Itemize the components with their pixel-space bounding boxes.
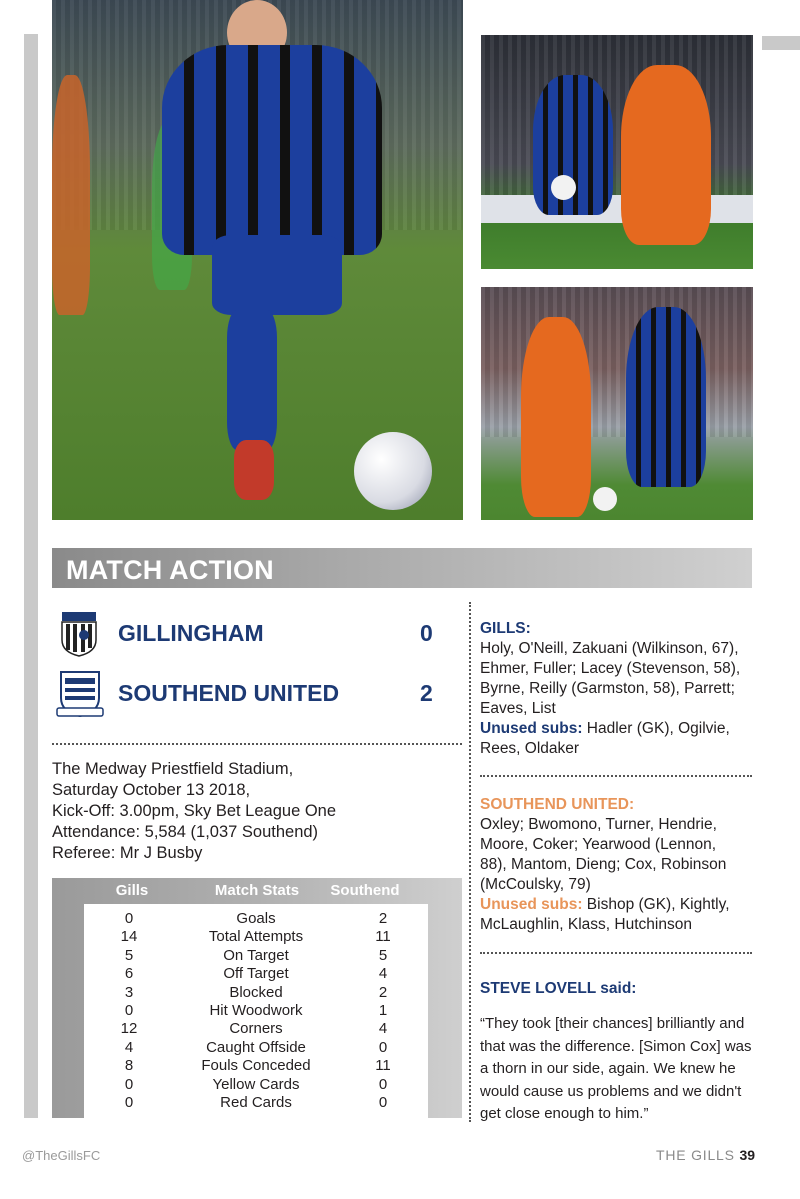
stats-row bbox=[84, 1076, 428, 1094]
gillingham-crest-icon bbox=[60, 610, 98, 658]
divider-left bbox=[52, 743, 462, 745]
match-date: Saturday October 13 2018, bbox=[52, 781, 251, 799]
gills-lineup-line: Eaves, List bbox=[480, 700, 556, 717]
stats-row bbox=[84, 928, 428, 946]
venue: The Medway Priestfield Stadium, bbox=[52, 760, 294, 778]
gills-lineup bbox=[480, 619, 760, 759]
stats-header-home: Gills bbox=[115, 882, 149, 899]
stats-row bbox=[84, 947, 428, 965]
gills-lineup-heading: GILLS: bbox=[480, 620, 531, 637]
unused-subs-label: Unused subs: bbox=[480, 896, 583, 913]
page-footer bbox=[656, 1147, 755, 1163]
stat-away-value: 4 bbox=[378, 965, 388, 983]
unused-subs-label: Unused subs: bbox=[480, 720, 583, 737]
southend-lineup-heading: SOUTHEND UNITED: bbox=[480, 796, 635, 813]
southend-unused-subs bbox=[480, 895, 760, 915]
southend-lineup-line: (McCoulsky, 79) bbox=[480, 876, 591, 893]
stat-away-value: 2 bbox=[378, 983, 388, 1001]
unused-subs-names: Hadler (GK), Ogilvie, bbox=[582, 720, 730, 737]
stat-label: Fouls Conceded bbox=[201, 1057, 311, 1075]
southend-crest-icon bbox=[55, 668, 105, 720]
stat-label: Off Target bbox=[223, 965, 289, 983]
section-title: MATCH ACTION bbox=[66, 555, 274, 585]
main-match-photo bbox=[52, 0, 463, 520]
divider-vertical bbox=[469, 602, 471, 1122]
manager-quote: “They took [their chances] brilliantly and that was the difference. [Simon Cox] was a thorn in our side, again. We knew he would cause us problems and we didn't get close enough to him.” bbox=[480, 1015, 752, 1122]
stat-home-value: 3 bbox=[124, 983, 134, 1001]
home-team-name: GILLINGHAM bbox=[118, 620, 264, 646]
home-team-score: 0 bbox=[420, 620, 433, 646]
stat-home-value: 14 bbox=[120, 928, 138, 946]
stat-label: Red Cards bbox=[220, 1094, 292, 1111]
stats-row bbox=[84, 965, 428, 983]
stats-header-away: Southend bbox=[330, 882, 400, 899]
unused-subs-names: Bishop (GK), Kightly, bbox=[582, 896, 730, 913]
stat-home-value: 12 bbox=[120, 1020, 138, 1038]
stat-label: Hit Woodwork bbox=[209, 1002, 303, 1019]
stats-row bbox=[84, 1039, 428, 1057]
stats-body bbox=[84, 904, 428, 1118]
attendance: Attendance: 5,584 (1,037 Southend) bbox=[52, 823, 319, 841]
gills-lineup-line: Holy, O'Neill, Zakuani (Wilkinson, 67), bbox=[480, 640, 739, 657]
stat-away-value: 1 bbox=[378, 1002, 388, 1019]
stat-label: Corners bbox=[229, 1020, 283, 1038]
twitter-handle: @TheGillsFC bbox=[22, 1148, 101, 1163]
stats-row bbox=[84, 984, 428, 1002]
action-photo-top bbox=[481, 35, 753, 269]
stats-row bbox=[84, 1094, 428, 1112]
gills-unused-subs bbox=[480, 719, 760, 739]
stats-row bbox=[84, 910, 428, 928]
southend-lineup-line: Oxley; Bwomono, Turner, Hendrie, bbox=[480, 816, 717, 833]
gills-lineup-line: Byrne, Reilly (Garmston, 58), Parrett; bbox=[480, 680, 735, 697]
stat-home-value: 8 bbox=[124, 1057, 134, 1075]
match-info bbox=[52, 759, 336, 864]
page-number: 39 bbox=[739, 1147, 756, 1163]
quote-speaker: STEVE LOVELL said: bbox=[480, 980, 637, 997]
southend-lineup-line: 88), Mantom, Dieng; Cox, Robinson bbox=[480, 856, 727, 873]
stat-label: Blocked bbox=[229, 983, 283, 1001]
action-photo-bottom bbox=[481, 287, 753, 520]
gills-lineup-line: Ehmer, Fuller; Lacey (Stevenson, 58), bbox=[480, 660, 741, 677]
stat-label: Goals bbox=[236, 910, 276, 927]
stats-row bbox=[84, 1020, 428, 1038]
southend-lineup bbox=[480, 795, 760, 935]
stat-label: Yellow Cards bbox=[212, 1075, 300, 1093]
match-action-header bbox=[52, 548, 752, 588]
gills-unused-subs-cont: Rees, Oldaker bbox=[480, 740, 580, 757]
away-team-name: SOUTHEND UNITED bbox=[118, 680, 340, 706]
stat-away-value: 2 bbox=[378, 910, 388, 927]
left-edge-bar bbox=[24, 34, 38, 1118]
referee: Referee: Mr J Busby bbox=[52, 844, 203, 862]
stat-away-value: 11 bbox=[375, 1057, 391, 1075]
stats-row bbox=[84, 1057, 428, 1075]
stat-home-value: 0 bbox=[124, 910, 134, 927]
stat-away-value: 5 bbox=[378, 946, 388, 964]
kickoff: Kick-Off: 3.00pm, Sky Bet League One bbox=[52, 802, 337, 820]
divider-right-1 bbox=[480, 775, 752, 777]
away-team-score: 2 bbox=[420, 680, 433, 706]
stat-home-value: 6 bbox=[124, 965, 134, 983]
stat-away-value: 0 bbox=[378, 1094, 388, 1111]
publication-name: THE GILLS bbox=[656, 1147, 735, 1163]
stat-label: On Target bbox=[223, 946, 289, 964]
stat-label: Caught Offside bbox=[206, 1038, 306, 1056]
match-stats-table bbox=[52, 878, 462, 1118]
stat-home-value: 0 bbox=[124, 1075, 134, 1093]
stat-away-value: 11 bbox=[375, 928, 391, 946]
stat-home-value: 0 bbox=[124, 1002, 134, 1019]
right-edge-bar bbox=[762, 36, 800, 50]
stats-row bbox=[84, 1002, 428, 1020]
stat-home-value: 5 bbox=[124, 946, 134, 964]
southend-lineup-line: Moore, Coker; Yearwood (Lennon, bbox=[480, 836, 717, 853]
southend-unused-subs-cont: McLaughlin, Klass, Hutchinson bbox=[480, 916, 692, 933]
stats-header-label: Match Stats bbox=[214, 882, 300, 899]
divider-right-2 bbox=[480, 952, 752, 954]
stat-home-value: 4 bbox=[124, 1038, 134, 1056]
stat-label: Total Attempts bbox=[208, 928, 304, 946]
stat-away-value: 0 bbox=[378, 1075, 388, 1093]
stat-away-value: 4 bbox=[378, 1020, 388, 1038]
stat-home-value: 0 bbox=[124, 1094, 134, 1111]
stat-away-value: 0 bbox=[378, 1038, 388, 1056]
